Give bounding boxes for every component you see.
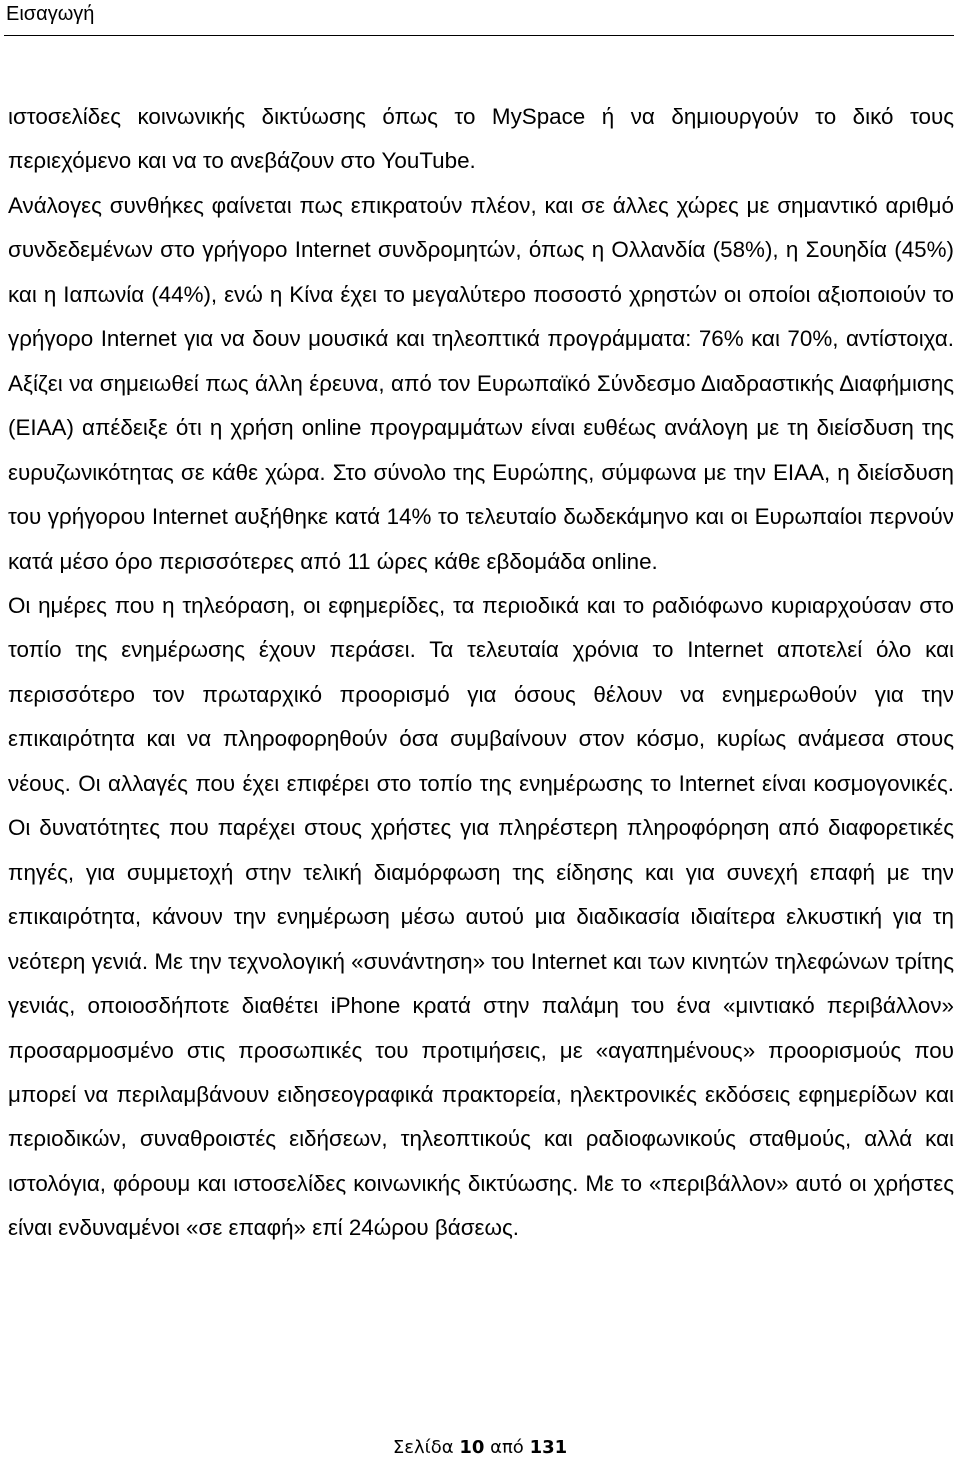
paragraph-3: Οι ημέρες που η τηλεόραση, οι εφημερίδες, τα περιοδικά και το ραδιόφωνο κυριαρχούσαν στο τοπίο της ενημέρωσης έχουν περάσει. Τα τελευταία χρόνια το Internet αποτελεί όλο και περισσότερο τον πρωταρχικό προορισμό για όσους θέλουν να ενημερωθούν για την επικαιρότητα και να πληροφορηθούν όσα συμβαίνουν στον κόσμο, κυρίως ανάμεσα στους νέους. Οι αλλαγές που έχει επιφέρει στο τοπίο της ενημέρωσης το Internet είναι κοσμογονικές. Οι δυνατότητες που παρέχει στους χρήστες για πληρέστερη πληροφόρηση από διαφορετικές πηγές, για συμμετοχή στην τελική διαμόρφωση της είδησης και για συνεχή επαφή με την επικαιρότητα, κάνουν την ενημέρωση μέσω αυτού μια διαδικασία ιδιαίτερα ελκυστική για τη νεότερη γενιά. Με την τεχνολογική «συνάντηση» του Internet και των κινητών τηλεφώνων τρίτης γενιάς, οποιοσδήποτε διαθέτει iPhone κρατά στην παλάμη του ένα «μιντιακό περιβάλλον» προσαρμοσμένο στις προσωπικές του προτιμήσεις, με «αγαπημένους» προορισμούς που μπορεί να περιλαμβάνουν ειδησεογραφικά πρακτορεία, ηλεκτρονικές εκδόσεις εφημερίδων και περιοδικών, συναθροιστές ειδήσεων, τηλεοπτικούς και ραδιοφωνικούς σταθμούς, αλλά και ιστολόγια, φόρουμ και ιστοσελίδες κοινωνικής δικτύωσης. Με το «περιβάλλον» αυτό οι χρήστες είναι ενδυναμένοι «σε επαφή» επί 24ώρου βάσεως. [8,592,954,1241]
page-body [8,95,954,1251]
total-pages: 131 [529,1437,568,1458]
page-footer [0,1436,960,1460]
running-header [6,0,94,28]
chapter-title: Εισαγωγή [6,3,95,25]
header-divider [4,35,954,36]
page-number: 10 [459,1437,485,1458]
of-word: από [490,1437,524,1458]
paragraph-2: Ανάλογες συνθήκες φαίνεται πως επικρατούν πλέον, και σε άλλες χώρες με σημαντικό αριθμό συνδεδεμένων στο γρήγορο Internet συνδρομητών, όπως η Ολλανδία (58%), η Σουηδία (45%) και η Ιαπωνία (44%), ενώ η Κίνα έχει το μεγαλύτερο ποσοστό χρηστών οι οποίοι αξιοποιούν το γρήγορο Internet για να δουν μουσικά και τηλεοπτικά προγράμματα: 76% και 70%, αντίστοιχα. Αξίζει να σημειωθεί πως άλλη έρευνα, από τον Ευρωπαϊκό Σύνδεσμο Διαδραστικής Διαφήμισης (EIAA) απέδειξε ότι η χρήση online προγραμμάτων είναι ευθέως ανάλογη με τη διείσδυση της ευρυζωνικότητας σε κάθε χώρα. Στο σύνολο της Ευρώπης, σύμφωνα με την EIAA, η διείσδυση του γρήγορου Internet αυξήθηκε κατά 14% το τελευταίο δωδεκάμηνο και οι Ευρωπαίοι περνούν κατά μέσο όρο περισσότερες από 11 ώρες κάθε εβδομάδα online. [8,192,954,574]
page-word: Σελίδα [392,1437,454,1458]
paragraph-1: ιστοσελίδες κοινωνικής δικτύωσης όπως το MySpace ή να δημιουργούν το δικό τους περιεχόμενο και να το ανεβάζουν στο YouTube. [8,104,954,174]
